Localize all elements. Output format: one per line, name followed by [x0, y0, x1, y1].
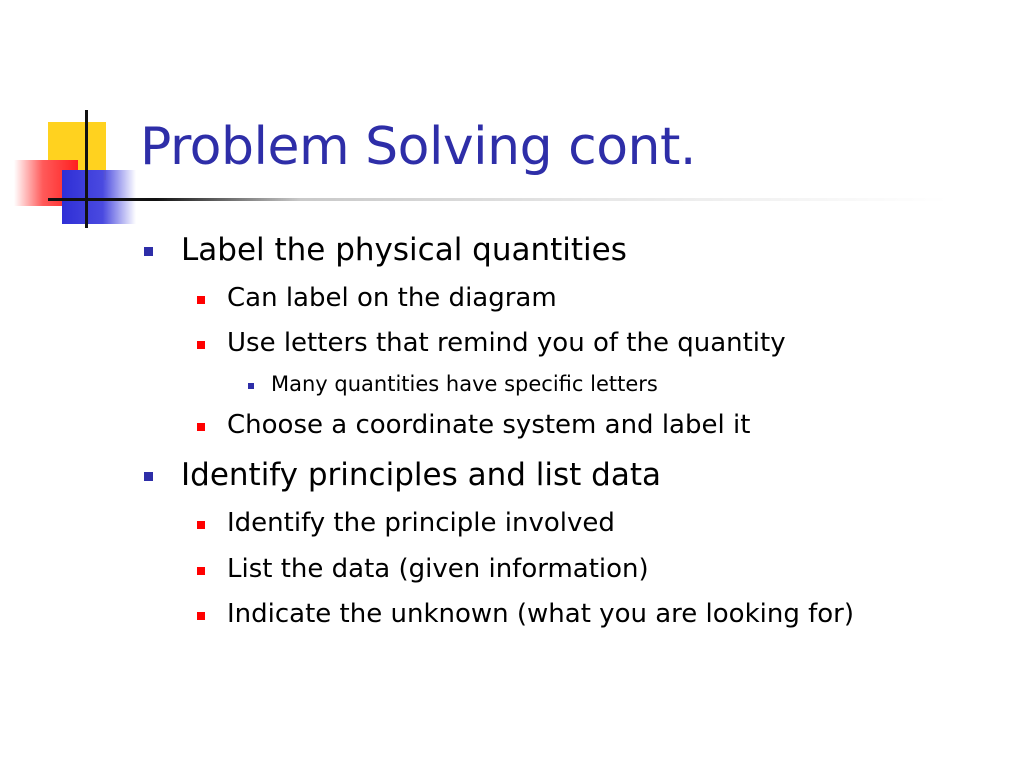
bullet-item-level2 — [227, 554, 649, 584]
bullet-marker-square — [197, 423, 205, 431]
bullet-item-level3 — [271, 372, 658, 396]
bullet-text: Many quantities have specific letters — [271, 372, 658, 396]
bullet-text: Indicate the unknown (what you are looking for) — [227, 599, 854, 629]
bullet-text: Label the physical quantities — [181, 232, 627, 268]
bullet-item-level2 — [227, 283, 557, 313]
bullet-text: Identify the principle involved — [227, 508, 615, 538]
bullet-item-level2 — [227, 599, 854, 629]
bullet-marker-square — [248, 383, 254, 389]
bullet-item-level2 — [227, 328, 786, 358]
bullet-item-level2 — [227, 508, 615, 538]
bullet-item-level1 — [181, 457, 661, 493]
bullet-item-level2 — [227, 410, 750, 440]
bullet-marker-square — [197, 521, 205, 529]
bullet-marker-square — [144, 247, 153, 256]
bullet-marker-square — [197, 567, 205, 575]
bullet-marker-square — [197, 612, 205, 620]
bullet-text: Choose a coordinate system and label it — [227, 410, 751, 440]
slide-title: Problem Solving cont. — [140, 117, 696, 177]
bullet-text: Use letters that remind you of the quantity — [227, 328, 786, 358]
bullet-marker-square — [197, 341, 205, 349]
bullet-text: List the data (given information) — [227, 554, 649, 584]
bullet-marker-square — [144, 472, 153, 481]
bullet-item-level1 — [181, 232, 627, 268]
bullet-text: Identify principles and list data — [181, 457, 661, 493]
bullet-text: Can label on the diagram — [227, 283, 557, 313]
bullet-marker-square — [197, 296, 205, 304]
